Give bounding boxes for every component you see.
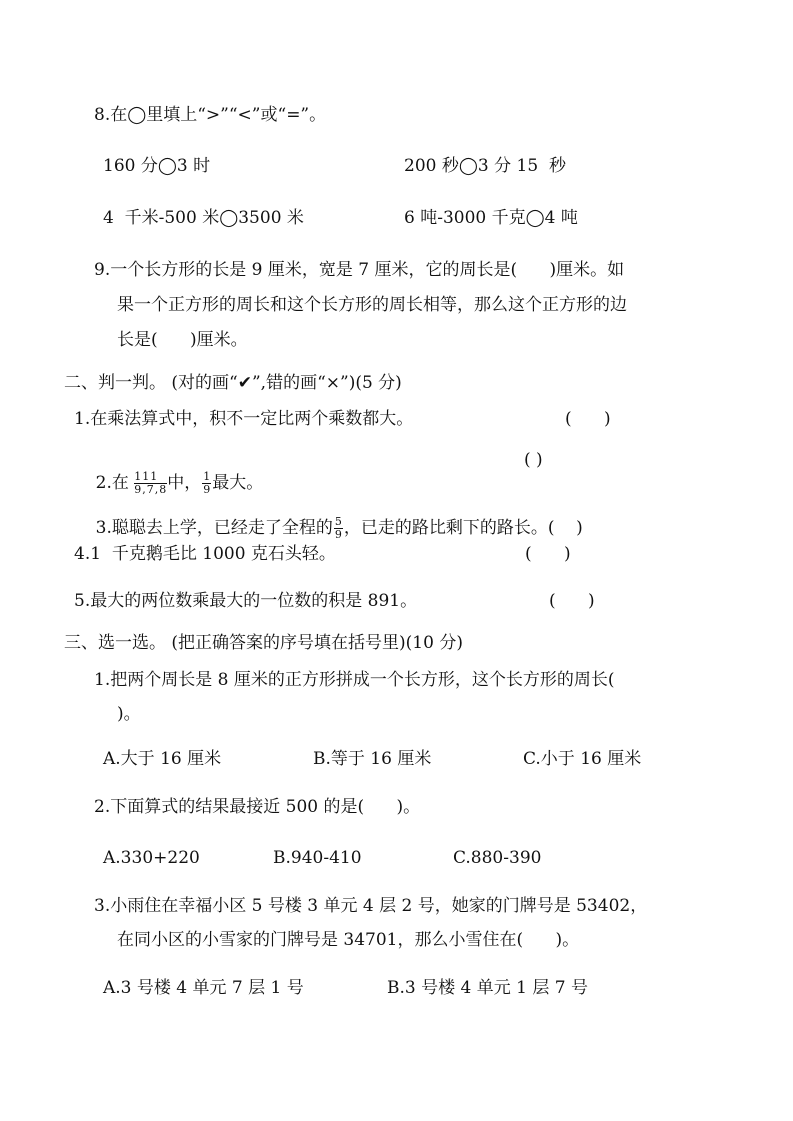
fraction-five-ninths (334, 516, 343, 541)
judge-item-2-paren: ( ) (524, 450, 543, 470)
section-2-title: 二、判一判。 (对的画“✔”,错的画“×”)(5 分) (64, 373, 402, 393)
judge-item-2-pre: 2.在 (95, 473, 135, 493)
judge-item-3-post: ，已走的路比剩下的路长。( ) (343, 518, 583, 538)
judge-item-2-mid: 中， (167, 473, 202, 493)
judge-item-1-paren: ( ) (565, 409, 611, 429)
q9-line-1: 9.一个长方形的长是 9 厘米，宽是 7 厘米，它的周长是( )厘米。如 (94, 260, 625, 280)
fraction-denominator: 9 (334, 528, 342, 541)
choice-q3-option-b: B.3 号楼 4 单元 1 层 7 号 (387, 978, 588, 998)
choice-q2-option-c: C.880-390 (453, 848, 542, 868)
q9-line-3: 长是( )厘米。 (117, 330, 248, 350)
q8-item-a: 160 分◯3 时 (103, 156, 211, 176)
judge-item-4: 4.1 千克鹅毛比 1000 克石头轻。 (74, 544, 336, 564)
q8-item-b: 200 秒◯3 分 15 秒 (404, 156, 566, 176)
fraction-numerator: 1 (203, 470, 211, 483)
fraction-list-denominators: 9,7,8 (134, 483, 168, 496)
q9-line-2: 果一个正方形的周长和这个长方形的周长相等，那么这个正方形的边 (117, 295, 627, 315)
q8-item-c: 4 千米-500 米◯3500 米 (103, 208, 304, 228)
choice-q3-line-1: 3.小雨住在幸福小区 5 号楼 3 单元 4 层 2 号，她家的门牌号是 53402， (94, 896, 648, 916)
choice-q2-option-b: B.940-410 (273, 848, 362, 868)
choice-q1-option-c: C.小于 16 厘米 (523, 749, 642, 769)
choice-q2-option-a: A.330+220 (103, 848, 200, 868)
choice-q1-option-b: B.等于 16 厘米 (313, 749, 432, 769)
fraction-denominator: 9 (203, 483, 211, 496)
judge-item-5-paren: ( ) (549, 591, 595, 611)
choice-q3-line-2: 在同小区的小雪家的门牌号是 34701，那么小雪住在( )。 (117, 930, 580, 950)
choice-q3-option-a: A.3 号楼 4 单元 7 层 1 号 (103, 978, 304, 998)
choice-q1-line-1: 1.把两个周长是 8 厘米的正方形拼成一个长方形，这个长方形的周长( (94, 670, 615, 690)
section-3-title: 三、选一选。 (把正确答案的序号填在括号里)(10 分) (64, 633, 463, 653)
choice-q2: 2.下面算式的结果最接近 500 的是( )。 (94, 797, 421, 817)
choice-q1-option-a: A.大于 16 厘米 (103, 749, 222, 769)
q8-title: 8.在◯里填上“>”“<”或“=”。 (94, 105, 327, 125)
judge-item-3-pre: 3.聪聪去上学，已经走了全程的 (95, 518, 333, 538)
q8-item-d: 6 吨-3000 千克◯4 吨 (404, 208, 578, 228)
judge-item-1: 1.在乘法算式中，积不一定比两个乘数都大。 (74, 409, 414, 429)
fraction-one-ninth (202, 471, 211, 496)
fraction-list-numerators: 111 (134, 470, 159, 483)
fraction-list (134, 471, 167, 496)
judge-item-2-post: 最大。 (212, 473, 264, 493)
fraction-numerator: 5 (334, 515, 342, 528)
judge-item-4-paren: ( ) (525, 544, 571, 564)
choice-q1-line-2: )。 (117, 704, 141, 724)
judge-item-5: 5.最大的两位数乘最大的一位数的积是 891。 (74, 591, 418, 611)
